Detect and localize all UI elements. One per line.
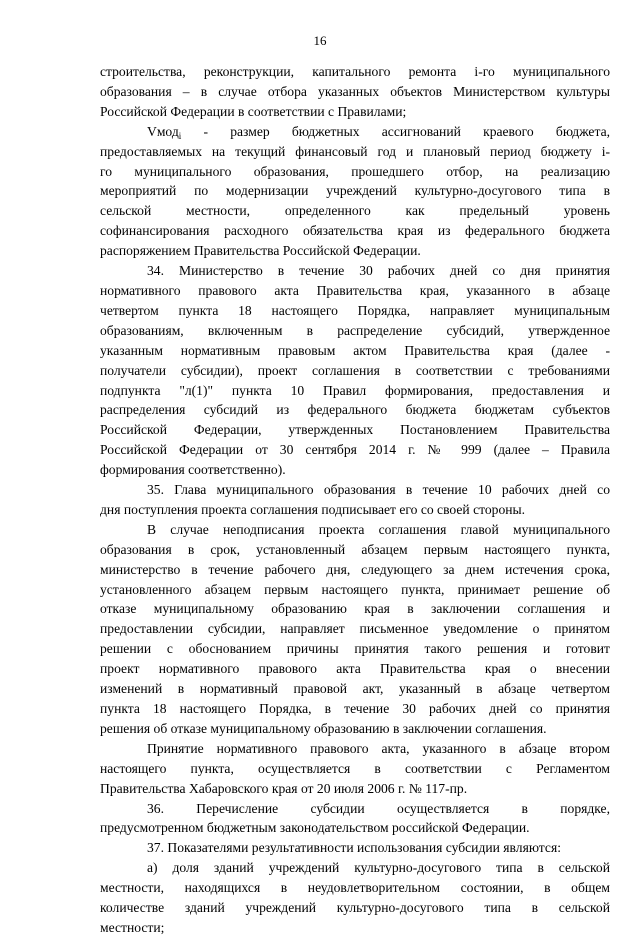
text-line: предусмотренном бюджетным законодательством российской Федерации. (100, 820, 530, 836)
text-line: решения об отказе муниципальному образованию в заключении соглашения. (100, 720, 547, 736)
text-line: Российской Федерации от 30 сентября 2014 г. № 999 (далее – Правила (100, 442, 610, 458)
text-line: мероприятий по модернизации учреждений культурно-досугового типа в (100, 183, 610, 199)
text-line: Российской Федерации, утвержденных Постановлением Правительства (100, 422, 610, 438)
text-line: Принятие нормативного правового акта, указанного в абзаце втором (147, 740, 610, 756)
text-line: решении с обоснованием причины принятия такого решения и готовит (100, 641, 610, 657)
text-line: образования в срок, установленный абзацем первым настоящего пункта, (100, 541, 610, 557)
text-line: распоряжением Правительства Российской Федерации. (100, 243, 421, 259)
text-line: образования – в случае отбора указанных объектов Министерством культуры (100, 83, 610, 99)
text-line: местности; (100, 919, 165, 935)
text-line: дня поступления проекта соглашения подписывает его со своей стороны. (100, 501, 526, 517)
text-line: строительства, реконструкции, капитального ремонта i-го муниципального (100, 64, 610, 79)
text-line: софинансирования расходного обязательства края из федерального бюджета (100, 223, 610, 239)
text-line: проект нормативного правового акта Правительства края о внесении (100, 661, 610, 677)
text-line: го муниципального образования, прошедшего отбор, на реализацию (100, 163, 610, 179)
text-line: количестве зданий учреждений культурно-досугового типа в сельской (100, 900, 610, 916)
text-line: указанным нормативным правовым актом Правительства края (далее - (100, 342, 610, 358)
text-line: Vмод$_i$ - размер бюджетных ассигнований краевого бюджета, (147, 123, 610, 141)
text-line: а) доля зданий учреждений культурно-досугового типа в сельской (147, 860, 610, 876)
text-line: В случае неподписания проекта соглашения главой муниципального (147, 521, 610, 537)
text-line: отказе муниципальному образованию края в заключении соглашения и (100, 601, 610, 617)
text-line: сельской местности, определенного как предельный уровень (100, 203, 610, 219)
text-line: распределения субсидий из федерального бюджета бюджетам субъектов (100, 402, 610, 418)
text-line: образованиям, включенным в распределение субсидий, утвержденное (100, 322, 610, 338)
text-line: Правительства Хабаровского края от 20 июля 2006 г. № 117-пр. (100, 780, 468, 796)
text-line: подпункта "л(1)" пункта 10 Правил формирования, предоставления и (100, 382, 610, 398)
text-line: формирования соответственно). (100, 462, 286, 478)
text-line: получатели субсидии), проект соглашения в соответствии с требованиями (100, 362, 610, 378)
text-line: местности, находящихся в неудовлетворительном состоянии, в общем (100, 880, 610, 896)
text-line: Российской Федерации в соответствии с Правилами; (100, 103, 407, 119)
text-line: 35. Глава муниципального образования в течение 10 рабочих дней со (147, 482, 610, 498)
text-line: министерство в течение рабочего дня, следующего за днем истечения срока, (100, 561, 610, 577)
text-line: предоставляемых на текущий финансовый год и плановый период бюджету i- (100, 143, 610, 159)
text-line: 36. Перечисление субсидии осуществляется в порядке, (147, 800, 610, 816)
text-line: установленного абзацем первым настоящего пункта, принимает решение об (100, 581, 610, 597)
text-line: 37. Показателями результативности использования субсидии являются: (147, 840, 561, 856)
text-line: предоставлении субсидии, направляет письменное уведомление о принятом (100, 621, 610, 637)
text-line: пункта 18 настоящего Порядка, в течение 30 рабочих дней со принятия (100, 701, 610, 716)
text-line: четвертом пункта 18 настоящего Порядка, направляет муниципальным (100, 302, 610, 318)
document-body (100, 62, 610, 938)
text-line: 34. Министерство в течение 30 рабочих дней со дня принятия (147, 263, 610, 279)
text-line: изменений в нормативный правовой акт, указанный в абзаце четвертом (100, 681, 610, 697)
page-number: 16 (313, 33, 327, 48)
text-line: нормативного правового акта Правительства края, указанного в абзаце (100, 282, 610, 298)
text-line: настоящего пункта, осуществляется в соответствии с Регламентом (100, 760, 610, 776)
